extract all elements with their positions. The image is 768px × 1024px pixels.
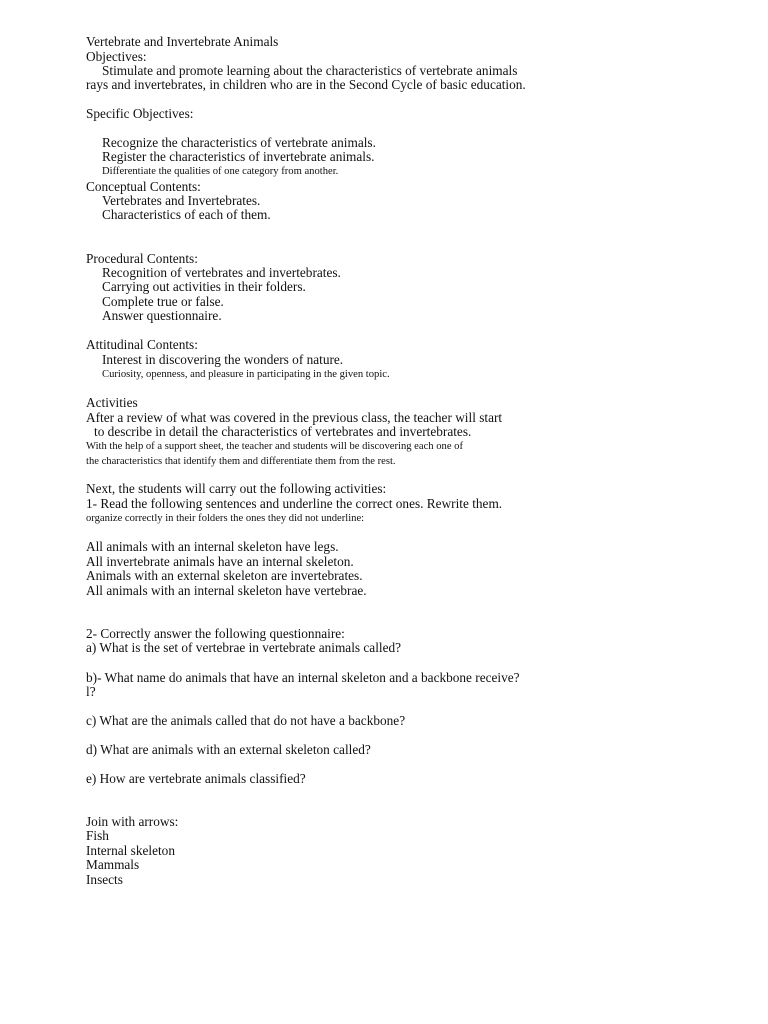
activities-text-line: After a review of what was covered in the previous class, the teacher will start <box>86 410 503 425</box>
task-2-instruction: 2- Correctly answer the following questionnaire: <box>86 626 345 641</box>
procedural-item: Complete true or false. <box>102 294 224 309</box>
objectives-text-line: rays and invertebrates, in children who are in the Second Cycle of basic education. <box>86 77 526 92</box>
procedural-item: Recognition of vertebrates and invertebrates. <box>102 265 341 280</box>
procedural-item: Carrying out activities in their folders. <box>102 279 306 294</box>
specific-objective-item: Differentiate the qualities of one category from another. <box>102 166 339 177</box>
objectives-heading: Objectives: <box>86 49 147 64</box>
procedural-contents-heading: Procedural Contents: <box>86 251 198 266</box>
specific-objective-item: Register the characteristics of invertebrate animals. <box>102 149 375 164</box>
sentence-item: All animals with an internal skeleton have vertebrae. <box>86 583 367 598</box>
procedural-item: Answer questionnaire. <box>102 308 222 323</box>
sentence-item: All invertebrate animals have an internal skeleton. <box>86 554 354 569</box>
specific-objective-item: Recognize the characteristics of vertebrate animals. <box>102 135 376 150</box>
sentence-item: All animals with an internal skeleton have legs. <box>86 539 339 554</box>
join-item: Internal skeleton <box>86 843 175 858</box>
document-title: Vertebrate and Invertebrate Animals <box>86 34 279 49</box>
join-arrows-heading: Join with arrows: <box>86 814 179 829</box>
objectives-text-line: Stimulate and promote learning about the characteristics of vertebrate animals <box>102 63 518 78</box>
conceptual-contents-heading: Conceptual Contents: <box>86 179 201 194</box>
join-item: Mammals <box>86 857 140 872</box>
question-a: a) What is the set of vertebrae in vertebrate animals called? <box>86 640 402 655</box>
question-c: c) What are the animals called that do not have a backbone? <box>86 713 406 728</box>
activities-heading: Activities <box>86 395 138 410</box>
attitudinal-item: Curiosity, openness, and pleasure in participating in the given topic. <box>102 369 390 380</box>
sentence-item: Animals with an external skeleton are invertebrates. <box>86 568 363 583</box>
attitudinal-contents-heading: Attitudinal Contents: <box>86 337 198 352</box>
question-d: d) What are animals with an external skeleton called? <box>86 742 371 757</box>
task-1-note: organize correctly in their folders the ones they did not underline: <box>86 513 365 524</box>
join-item: Insects <box>86 872 123 887</box>
task-1-instruction: 1- Read the following sentences and underline the correct ones. Rewrite them. <box>86 496 503 511</box>
question-b: b)- What name do animals that have an internal skeleton and a backbone receive? <box>86 670 520 685</box>
activities-text-line: the characteristics that identify them and differentiate them from the rest. <box>86 456 396 467</box>
attitudinal-item: Interest in discovering the wonders of nature. <box>102 352 344 367</box>
activities-text-line: to describe in detail the characteristics of vertebrates and invertebrates. <box>94 424 472 439</box>
conceptual-item: Vertebrates and Invertebrates. <box>102 193 261 208</box>
join-item: Fish <box>86 828 109 843</box>
activities-text-line: With the help of a support sheet, the teacher and students will be discovering each one of <box>86 441 464 452</box>
conceptual-item: Characteristics of each of them. <box>102 207 271 222</box>
specific-objectives-heading: Specific Objectives: <box>86 106 194 121</box>
question-e: e) How are vertebrate animals classified? <box>86 771 306 786</box>
question-b-continuation: l? <box>86 684 96 699</box>
next-activities-line: Next, the students will carry out the following activities: <box>86 481 387 496</box>
